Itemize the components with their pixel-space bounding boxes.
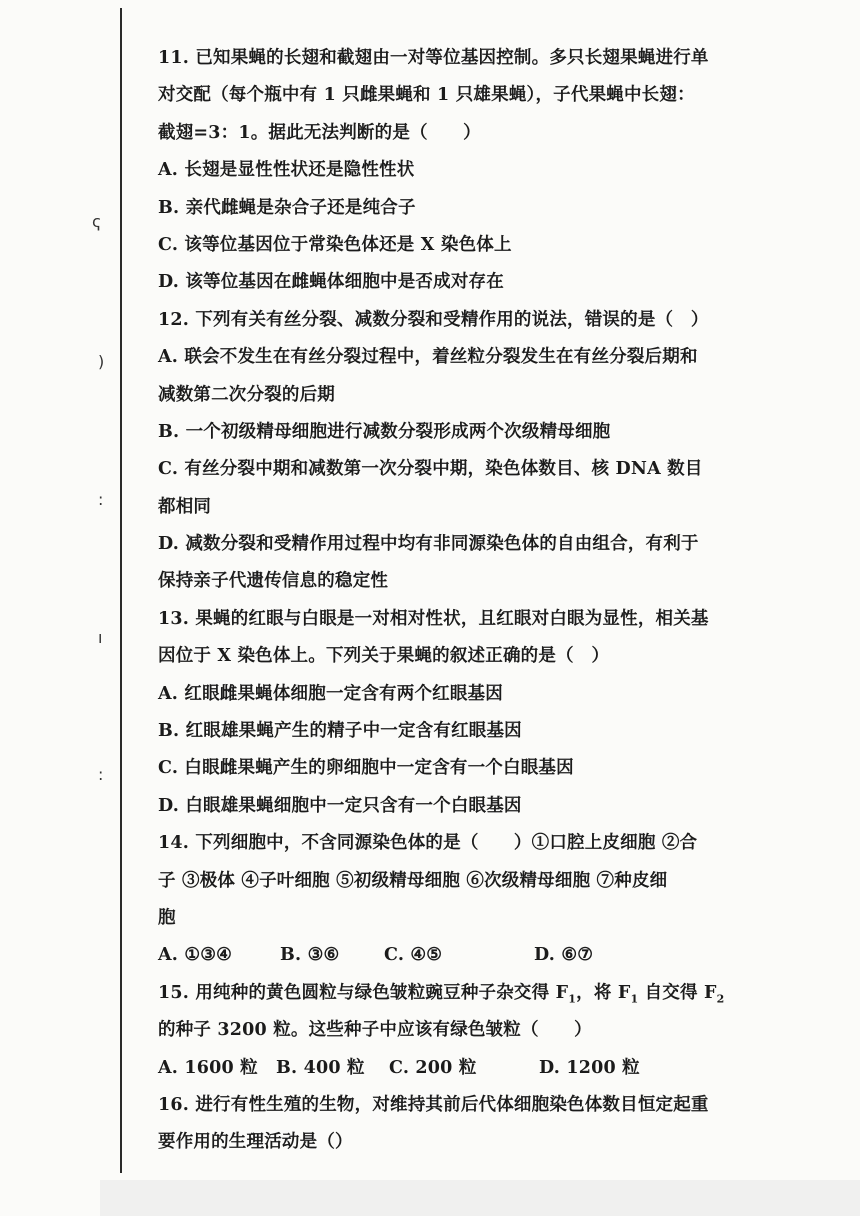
subscript: 2 bbox=[716, 992, 725, 1006]
question-14-stem-line: 胞 bbox=[158, 907, 176, 928]
question-12-option-a-cont: 减数第二次分裂的后期 bbox=[158, 384, 335, 405]
question-15-option-a: A. 1600 粒 bbox=[158, 1057, 258, 1078]
subscript: 1 bbox=[568, 992, 577, 1006]
question-12-option-c: C. 有丝分裂中期和减数第一次分裂中期，染色体数目、核 DNA 数目 bbox=[158, 459, 703, 480]
margin-mark: : bbox=[98, 490, 104, 509]
question-12-option-c-cont: 都相同 bbox=[158, 496, 212, 517]
question-15-option-d: D. 1200 粒 bbox=[539, 1057, 640, 1078]
question-15-stem-text: 15. 用纯种的黄色圆粒与绿色皱粒豌豆种子杂交得 F bbox=[158, 982, 569, 1003]
question-15-stem-text: ，将 F bbox=[576, 982, 631, 1003]
question-11-option-a: A. 长翅是显性性状还是隐性性状 bbox=[158, 160, 415, 181]
question-11-stem-line: 对交配（每个瓶中有 1 只雌果蝇和 1 只雄果蝇），子代果蝇中长翅： bbox=[158, 85, 695, 106]
question-12-option-d: D. 减数分裂和受精作用过程中均有非同源染色体的自由组合，有利于 bbox=[158, 534, 699, 555]
question-11-stem-line: 11. 已知果蝇的长翅和截翅由一对等位基因控制。多只长翅果蝇进行单 bbox=[158, 48, 709, 68]
binding-line bbox=[120, 8, 122, 1173]
margin-mark: : bbox=[98, 765, 104, 784]
question-11-option-c: C. 该等位基因位于常染色体还是 X 染色体上 bbox=[158, 234, 512, 255]
question-13-stem-line: 13. 果蝇的红眼与白眼是一对相对性状，且红眼对白眼为显性，相关基 bbox=[158, 608, 709, 629]
question-14-option-a: A. ①③④ bbox=[158, 945, 233, 966]
question-14-options bbox=[158, 937, 748, 974]
question-15-stem-line: 的种子 3200 粒。这些种子中应该有绿色皱粒（ ） bbox=[158, 1020, 592, 1041]
margin-mark: ) bbox=[98, 352, 105, 371]
question-15-options bbox=[158, 1050, 748, 1087]
question-13-stem-line: 因位于 X 染色体上。下列关于果蝇的叙述正确的是（ ） bbox=[158, 646, 610, 667]
question-15-option-b: B. 400 粒 bbox=[276, 1057, 365, 1078]
question-15-option-c: C. 200 粒 bbox=[389, 1057, 477, 1078]
page-bottom-band bbox=[100, 1180, 860, 1216]
question-16-stem-line: 要作用的生理活动是（） bbox=[158, 1132, 353, 1153]
question-12-option-a: A. 联会不发生在有丝分裂过程中，着丝粒分裂发生在有丝分裂后期和 bbox=[158, 347, 698, 368]
question-14-stem-line: 14. 下列细胞中，不含同源染色体的是（ ）①口腔上皮细胞 ②合 bbox=[158, 833, 698, 854]
question-11 bbox=[158, 40, 748, 302]
question-14-option-d: D. ⑥⑦ bbox=[534, 945, 594, 966]
question-16-stem-line: 16. 进行有性生殖的生物，对维持其前后代体细胞染色体数目恒定起重 bbox=[158, 1094, 709, 1115]
question-13-option-c: C. 白眼雌果蝇产生的卵细胞中一定含有一个白眼基因 bbox=[158, 758, 574, 779]
question-15 bbox=[158, 975, 748, 1087]
question-14-option-c: C. ④⑤ bbox=[384, 945, 443, 966]
subscript: 1 bbox=[630, 992, 639, 1006]
question-13-option-a: A. 红眼雌果蝇体细胞一定含有两个红眼基因 bbox=[158, 683, 503, 704]
question-11-stem-line: 截翅=3：1。据此无法判断的是（ ） bbox=[158, 122, 481, 143]
question-16 bbox=[158, 1087, 748, 1162]
question-15-stem-text: 自交得 F bbox=[638, 982, 717, 1003]
question-15-stem-line bbox=[158, 975, 748, 1012]
question-14-option-b: B. ③⑥ bbox=[280, 945, 340, 966]
question-13-option-b: B. 红眼雄果蝇产生的精子中一定含有红眼基因 bbox=[158, 721, 522, 742]
question-12-option-b: B. 一个初级精母细胞进行减数分裂形成两个次级精母细胞 bbox=[158, 421, 611, 442]
question-12-option-d-cont: 保持亲子代遗传信息的稳定性 bbox=[158, 571, 389, 592]
question-12 bbox=[158, 302, 748, 601]
question-13-option-d: D. 白眼雄果蝇细胞中一定只含有一个白眼基因 bbox=[158, 795, 522, 816]
question-13 bbox=[158, 601, 748, 825]
margin-mark: ı bbox=[98, 628, 103, 647]
question-14 bbox=[158, 825, 748, 975]
margin-mark: ҁ bbox=[92, 212, 101, 231]
question-11-option-d: D. 该等位基因在雌蝇体细胞中是否成对存在 bbox=[158, 272, 504, 293]
question-12-stem: 12. 下列有关有丝分裂、减数分裂和受精作用的说法，错误的是（ ） bbox=[158, 309, 709, 330]
question-11-option-b: B. 亲代雌蝇是杂合子还是纯合子 bbox=[158, 197, 416, 218]
question-14-stem-line: 子 ③极体 ④子叶细胞 ⑤初级精母细胞 ⑥次级精母细胞 ⑦种皮细 bbox=[158, 870, 668, 891]
exam-page-content bbox=[158, 40, 748, 1162]
